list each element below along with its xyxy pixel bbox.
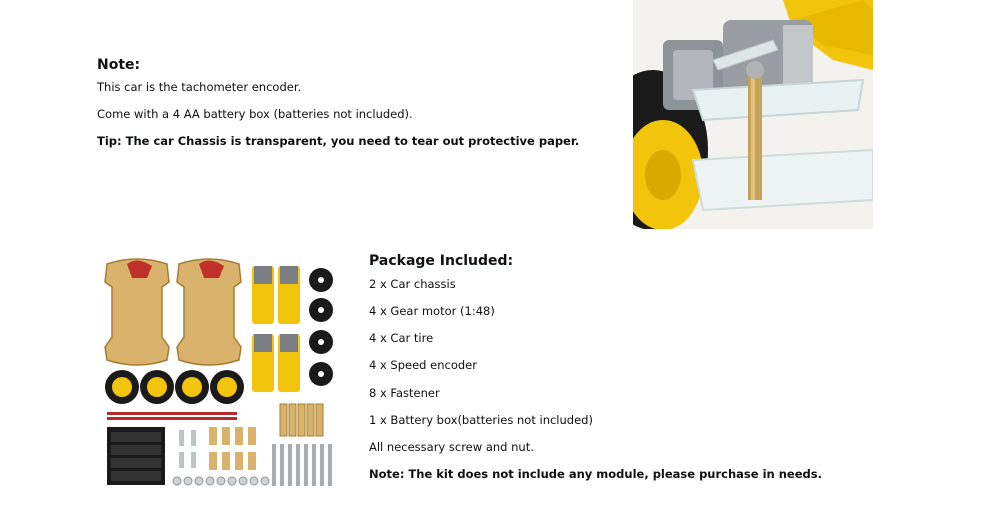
package-title: Package Included:	[369, 253, 514, 269]
note-tip: Tip: The car Chassis is transparent, you need to tear out protective paper.	[97, 134, 580, 148]
kit-contents-image	[97, 252, 347, 492]
package-item-chassis: 2 x Car chassis	[369, 277, 456, 291]
package-item-battery-box: 1 x Battery box(batteries not included)	[369, 413, 593, 427]
package-item-tire: 4 x Car tire	[369, 331, 434, 345]
package-item-fastener: 8 x Fastener	[369, 386, 440, 400]
package-note: Note: The kit does not include any module, please purchase in needs.	[369, 467, 822, 481]
package-item-gear-motor: 4 x Gear motor (1:48)	[369, 304, 495, 318]
package-item-screws: All necessary screw and nut.	[369, 440, 534, 454]
note-line-encoder: This car is the tachometer encoder.	[97, 80, 302, 94]
note-line-battery: Come with a 4 AA battery box (batteries not included).	[97, 107, 413, 121]
motor-closeup-image	[633, 0, 873, 229]
package-item-encoder: 4 x Speed encoder	[369, 358, 477, 372]
note-title: Note:	[97, 57, 141, 73]
